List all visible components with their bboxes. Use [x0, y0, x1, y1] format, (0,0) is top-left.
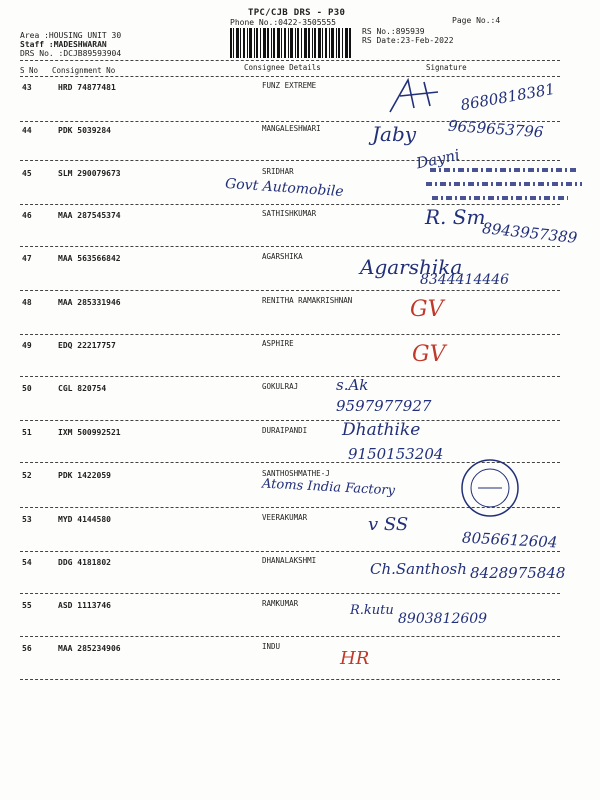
row-divider	[20, 376, 560, 377]
row-divider	[20, 636, 560, 637]
row-consignment: IXM 500992521	[58, 428, 121, 437]
barcode-image	[230, 28, 352, 58]
row-divider	[20, 334, 560, 335]
row-consignment: PDK 1422059	[58, 471, 111, 480]
area-label: Area :HOUSING UNIT 30	[20, 31, 122, 40]
row-consignee: MANGALESHWARI	[262, 124, 321, 133]
signature-44-image: Jaby	[372, 122, 417, 146]
row-consignee: AGARSHIKA	[262, 252, 303, 261]
handwritten-phone-53: 8056612604	[461, 528, 558, 552]
row-divider	[20, 420, 560, 421]
row-consignment: ASD 1113746	[58, 601, 111, 610]
handwritten-phone-44: 9659653796	[447, 116, 544, 142]
drs-number: DRS No. :DCJB89593904	[20, 49, 122, 58]
row-sno: 46	[22, 211, 32, 220]
row-consignee: DHANALAKSHMI	[262, 556, 317, 565]
row-consignment: MAA 285331946	[58, 298, 121, 307]
row-consignee: SRIDHAR	[262, 167, 294, 176]
column-header-signature: Signature	[426, 63, 467, 72]
rs-date: RS Date:23-Feb-2022	[362, 36, 454, 45]
handwritten-phone-50: 9597977927	[336, 397, 432, 415]
row-sno: 56	[22, 644, 32, 653]
row-divider	[20, 246, 560, 247]
post-office-seal-image	[458, 456, 522, 520]
row-sno: 45	[22, 169, 32, 178]
row-consignee: SATHISHKUMAR	[262, 209, 317, 218]
handwritten-phone-51: 9150153204	[348, 445, 444, 463]
row-consignment: DDG 4181802	[58, 558, 111, 567]
row-consignment: MAA 563566842	[58, 254, 121, 263]
row-consignee: FUNZ EXTREME	[262, 81, 317, 90]
row-consignment: MYD 4144580	[58, 515, 111, 524]
rs-number: RS No.:895939	[362, 27, 425, 36]
row-sno: 49	[22, 341, 32, 350]
row-consignee: SANTHOSHMATHE-J	[262, 469, 330, 478]
signature-46-image: R. Sm	[425, 205, 486, 229]
handwritten-phone-54: 8428975848	[470, 564, 566, 582]
handwritten-note-45: Govt Automobile	[224, 175, 345, 201]
handwritten-phone-55: 8903812609	[398, 611, 488, 627]
handwritten-note-52: Atoms India Factory	[261, 476, 396, 499]
row-consignee: INDU	[262, 642, 281, 651]
phone-number: Phone No.:0422-3505555	[230, 18, 336, 27]
header-divider-bottom	[20, 76, 560, 77]
row-consignment: MAA 287545374	[58, 211, 121, 220]
row-sno: 52	[22, 471, 32, 480]
row-sno: 50	[22, 384, 32, 393]
row-consignee: RAMKUMAR	[262, 599, 299, 608]
handwritten-phone-47: 8344414446	[420, 272, 510, 288]
column-header-sno: S No	[20, 66, 39, 75]
staff-label: Staff :MADESHWARAN	[20, 40, 107, 49]
row-divider	[20, 551, 560, 552]
column-header-consignment: Consignment No	[52, 66, 116, 75]
signature-50-image: s.Ak	[336, 376, 369, 394]
row-consignee: ASPHIRE	[262, 339, 294, 348]
page-number: Page No.:4	[452, 16, 501, 25]
signature-56-image: HR	[340, 648, 370, 669]
row-divider	[20, 593, 560, 594]
row-consignment: EDQ 22217757	[58, 341, 116, 350]
row-divider	[20, 679, 560, 680]
row-sno: 48	[22, 298, 32, 307]
row-divider	[20, 290, 560, 291]
handwritten-phone-46: 8943957389	[481, 219, 579, 247]
row-sno: 44	[22, 126, 32, 135]
row-consignee: RENITHA RAMAKRISHNAN	[262, 296, 353, 305]
row-consignment: SLM 290079673	[58, 169, 121, 178]
row-consignee: VEERAKUMAR	[262, 513, 308, 522]
column-header-consignee: Consignee Details	[244, 63, 321, 72]
row-consignment: HRD 74877481	[58, 83, 116, 92]
sheet-title: TPC/CJB DRS - P30	[248, 8, 346, 18]
signature-47-image: Agarshika	[360, 255, 463, 279]
signature-55-image: R.kutu	[350, 603, 394, 618]
signature-49-image: GV	[412, 342, 446, 367]
signature-43-image	[380, 72, 450, 122]
row-sno: 54	[22, 558, 32, 567]
row-sno: 55	[22, 601, 32, 610]
row-sno: 43	[22, 83, 32, 92]
row-consignee: GOKULRAJ	[262, 382, 299, 391]
row-consignment: MAA 285234906	[58, 644, 121, 653]
row-consignee: DURAIPANDI	[262, 426, 308, 435]
header-divider-top	[20, 60, 560, 61]
stamp-45-image	[418, 160, 590, 208]
row-sno: 51	[22, 428, 32, 437]
signature-48-image: GV	[410, 297, 444, 322]
row-sno: 47	[22, 254, 32, 263]
signature-45-image: Dayni	[414, 145, 462, 173]
signature-51-image: Dhathike	[342, 420, 421, 440]
row-sno: 53	[22, 515, 32, 524]
handwritten-phone-43: 8680818381	[459, 79, 557, 115]
signature-53-image: v SS	[368, 514, 409, 535]
row-consignment: CGL 820754	[58, 384, 107, 393]
signature-54-image: Ch.Santhosh	[370, 560, 467, 578]
row-consignment: PDK 5039284	[58, 126, 111, 135]
